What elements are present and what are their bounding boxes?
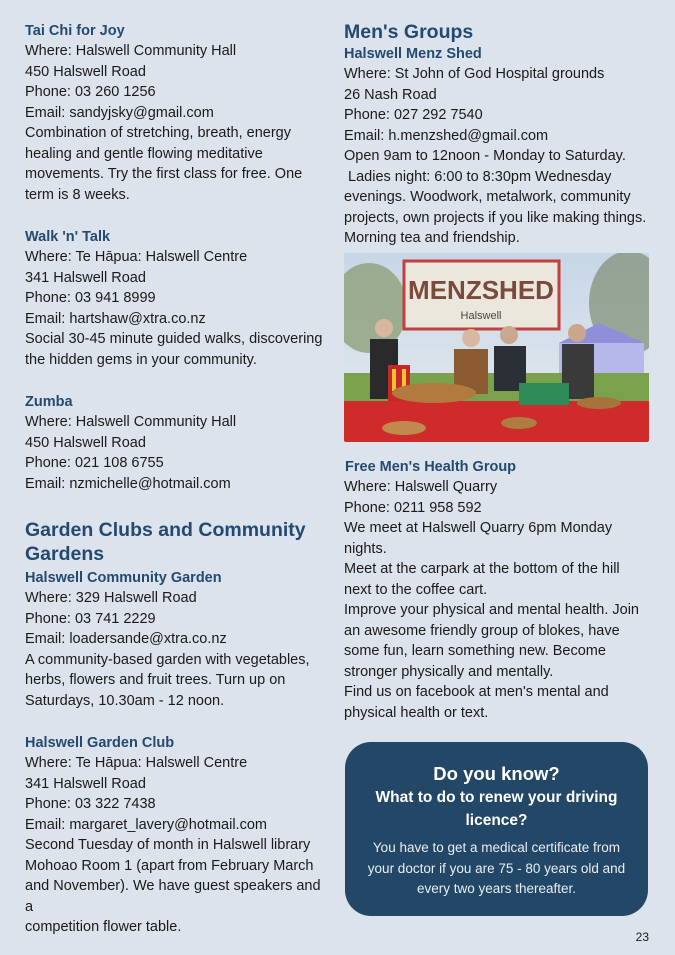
zumba-phone: Phone: 021 108 6755 [25, 455, 164, 471]
right-column [344, 20, 654, 249]
taichi-email: Email: sandyjsky@gmail.com [25, 104, 214, 121]
taichi-address: 450 Halswell Road [25, 63, 146, 80]
health-desc-1: We meet at Halswell Quarry 6pm Monday [344, 520, 613, 536]
menz-shed-where: Where: St John of God Hospital grounds [344, 66, 605, 82]
menz-shed-phone: Phone: 027 292 7540 [344, 107, 483, 123]
walk-desc-1: Social 30-45 minute guided walks, discovering [25, 331, 323, 347]
menz-shed-desc-2: Ladies night: 6:00 to 8:30pm Wednesday [344, 168, 612, 185]
menz-shed-title: Halswell Menz Shed [344, 46, 482, 62]
callout-subtitle-2: licence? [465, 812, 528, 829]
garden-club-address: 341 Halswell Road [25, 775, 146, 792]
menz-shed-email: Email: h.menzshed@gmail.com [344, 127, 549, 144]
taichi-phone: Phone: 03 260 1256 [25, 84, 156, 100]
garden-club-desc-1: Second Tuesday of month in Halswell library [25, 837, 311, 853]
zumba-address: 450 Halswell Road [25, 434, 146, 451]
menz-shed-photo-svg [344, 253, 649, 442]
health-where: Where: Halswell Quarry [344, 479, 498, 495]
page-number: 23 [635, 930, 649, 944]
walk-address: 341 Halswell Road [25, 269, 146, 286]
health-phone: Phone: 0211 958 592 [344, 499, 482, 516]
menz-shed-photo [344, 253, 649, 442]
community-garden-desc-3: Saturdays, 10.30am - 12 noon. [25, 692, 225, 709]
garden-club-where: Where: Te Hāpua: Halswell Centre [25, 755, 248, 771]
health-desc-2: nights. [344, 540, 387, 557]
left-column [25, 21, 330, 938]
garden-club-desc-3: and November). We have guest speakers and a [25, 878, 321, 915]
garden-club-phone: Phone: 03 322 7438 [25, 796, 156, 812]
taichi-desc-4: term is 8 weeks. [25, 186, 130, 203]
health-title: Free Men's Health Group [345, 459, 517, 475]
zumba-where: Where: Halswell Community Hall [25, 414, 237, 430]
walk-email: Email: hartshaw@xtra.co.nz [25, 310, 206, 327]
callout-body-3: every two years thereafter. [416, 881, 577, 896]
menz-shed-address: 26 Nash Road [344, 86, 437, 103]
menz-shed-desc-5: Morning tea and friendship. [344, 230, 520, 246]
community-garden-desc-1: A community-based garden with vegetables, [25, 651, 310, 668]
health-desc-3: Meet at the carpark at the bottom of the hill [344, 561, 620, 577]
garden-section-title-1: Garden Clubs and Community [25, 519, 306, 541]
health-desc-7: some fun, learn something new. Become [344, 643, 606, 659]
walk-desc-2: the hidden gems in your community. [25, 351, 257, 368]
health-group [344, 457, 654, 723]
zumba-email: Email: nzmichelle@hotmail.com [25, 475, 231, 492]
callout-body-2: your doctor if you are 75 - 80 years old and [367, 860, 626, 876]
callout-title: Do you know? [433, 763, 560, 784]
community-garden-phone: Phone: 03 741 2229 [25, 610, 156, 627]
health-desc-6: an awesome friendly group of blokes, have [344, 622, 620, 639]
health-desc-8: stronger physically and mentally. [344, 663, 554, 680]
taichi-title: Tai Chi for Joy [25, 23, 125, 39]
taichi-where: Where: Halswell Community Hall [25, 43, 237, 59]
health-desc-9: Find us on facebook at men's mental and [344, 684, 609, 700]
garden-club-desc-4: competition flower table. [25, 919, 182, 935]
health-desc-5: Improve your physical and mental health. Join [344, 602, 639, 618]
community-garden-where: Where: 329 Halswell Road [25, 590, 197, 606]
walk-phone: Phone: 03 941 8999 [25, 290, 156, 306]
mens-section-title: Men's Groups [344, 21, 474, 43]
garden-club-desc-2: Mohoao Room 1 (apart from February March [25, 857, 314, 874]
callout-subtitle-1: What to do to renew your driving [375, 789, 618, 806]
taichi-desc-3: movements. Try the first class for free. One [25, 166, 303, 182]
walk-title: Walk 'n' Talk [25, 229, 111, 245]
walk-where: Where: Te Hāpua: Halswell Centre [25, 249, 248, 265]
community-garden-title: Halswell Community Garden [25, 570, 222, 586]
garden-section-title-2: Gardens [25, 543, 105, 565]
health-desc-4: next to the coffee cart. [344, 581, 488, 598]
sign-text: MENZSHED [408, 275, 554, 305]
garden-club-title: Halswell Garden Club [25, 735, 175, 751]
community-garden-email: Email: loadersande@xtra.co.nz [25, 631, 227, 647]
taichi-desc-2: healing and gentle flowing meditative [25, 145, 263, 162]
menz-shed-desc-4: projects, own projects if you like making things. [344, 209, 647, 226]
community-garden-desc-2: herbs, flowers and fruit trees. Turn up on [25, 672, 286, 688]
zumba-title: Zumba [25, 394, 73, 410]
menz-shed-desc-1: Open 9am to 12noon - Monday to Saturday. [344, 148, 626, 164]
taichi-desc-1: Combination of stretching, breath, energy [25, 125, 291, 141]
callout-body-1: You have to get a medical certificate from [372, 840, 621, 855]
garden-club-email: Email: margaret_lavery@hotmail.com [25, 816, 267, 833]
sign-sub: Halswell [460, 310, 502, 322]
do-you-know-callout [345, 742, 648, 916]
health-desc-10: physical health or text. [344, 704, 489, 721]
menz-shed-desc-3: evenings. Woodwork, metalwork, community [344, 189, 631, 205]
